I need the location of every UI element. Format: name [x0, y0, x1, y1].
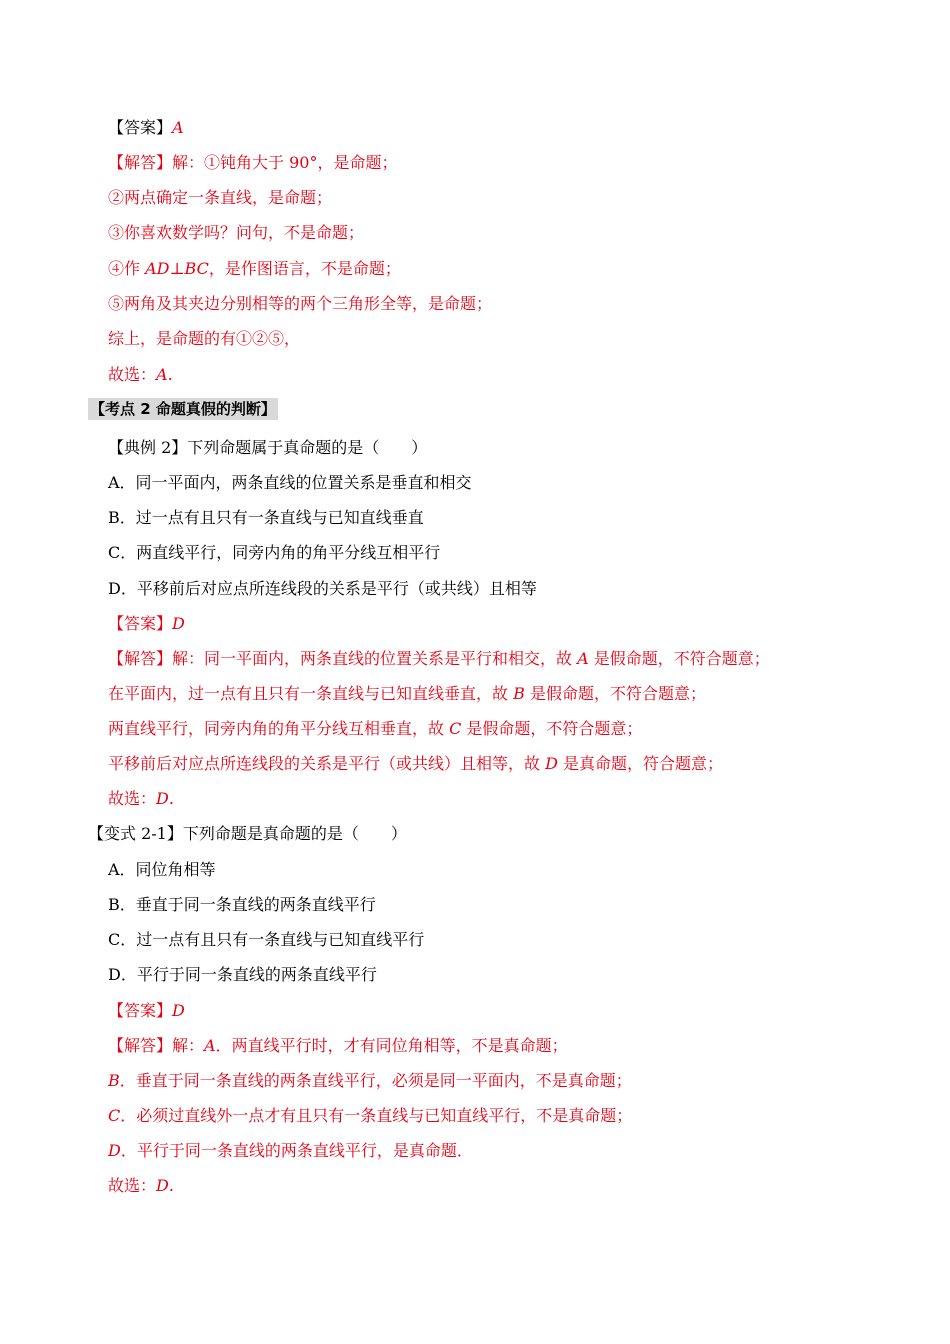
- variant21-choose: [108, 1175, 174, 1197]
- example2-line3-pre: 两直线平行，同旁内角的角平分线互相垂直，故: [108, 719, 450, 738]
- example2-answer: [108, 613, 185, 635]
- solution-item-5: ⑤两角及其夹边分别相等的两个三角形全等，是命题；: [108, 294, 493, 313]
- variant21-answer-label: 【答案】: [108, 1001, 173, 1020]
- example2-line2-post: 是假命题，不符合题意；: [524, 684, 706, 703]
- solution-item-1: ①钝角大于 90°，是命题；: [204, 153, 398, 172]
- variant21-question: 【变式 2-1】下列命题是真命题的是（ ）: [88, 824, 407, 843]
- variant21-line4-post: ．平行于同一条直线的两条直线平行，是真命题．: [120, 1141, 473, 1160]
- example2-line4-post: 是真命题，符合题意；: [557, 754, 724, 773]
- solution-summary: 综上，是命题的有①②⑤，: [108, 329, 301, 348]
- example2-question: 【典例 2】下列命题属于真命题的是（ ）: [108, 438, 428, 457]
- example2-choose-value: D: [156, 789, 169, 808]
- solution-item-3: ③你喜欢数学吗？问句，不是命题；: [108, 223, 365, 242]
- answer-value: A: [172, 118, 184, 137]
- example2-option-a: A．同一平面内，两条直线的位置关系是垂直和相交: [108, 473, 472, 492]
- variant21-line1-post: ．两直线平行时，才有同位角相等，不是真命题；: [215, 1036, 568, 1055]
- example2-solution-line-1: [108, 648, 770, 670]
- example2-solution-line-4: [108, 753, 723, 775]
- choose-line-1: [108, 364, 173, 386]
- example2-solution-line-2: [108, 683, 706, 705]
- variant21-choose-value: D: [156, 1176, 169, 1195]
- variant21-option-c: C．过一点有且只有一条直线与已知直线平行: [108, 930, 425, 949]
- example2-choose: [108, 788, 174, 810]
- variant21-solution-line-3: [108, 1105, 632, 1127]
- variant21-solution-line-2: [108, 1070, 632, 1092]
- example2-line2-var: B: [513, 684, 525, 703]
- example2-answer-value: D: [172, 614, 185, 633]
- variant21-choose-post: .: [168, 1176, 174, 1195]
- variant21-line3-var: C: [108, 1106, 121, 1125]
- variant21-option-b: B．垂直于同一条直线的两条直线平行: [108, 895, 376, 914]
- solution-item-2: ②两点确定一条直线，是命题；: [108, 188, 333, 207]
- variant21-option-d: D．平行于同一条直线的两条直线平行: [108, 965, 377, 984]
- variant21-line1-var: A: [204, 1036, 216, 1055]
- example2-answer-label: 【答案】: [108, 614, 173, 633]
- example2-line3-var: C: [449, 719, 462, 738]
- variant21-answer: [108, 1000, 185, 1022]
- choose-value: A: [156, 365, 168, 384]
- solution-item-4: [108, 258, 401, 280]
- example2-line1-post: 是假命题，不符合题意；: [588, 649, 770, 668]
- solution-line-1: [108, 152, 397, 174]
- example2-option-c: C．两直线平行，同旁内角的角平分线互相平行: [108, 543, 441, 562]
- variant21-answer-value: D: [172, 1001, 185, 1020]
- item4-post: ，是作图语言，不是命题；: [208, 259, 401, 278]
- choose-pre: 故选：: [108, 365, 157, 384]
- variant21-option-a: A．同位角相等: [108, 860, 216, 879]
- example2-line1-pre: 解：同一平面内，两条直线的位置关系是平行和相交，故: [172, 649, 578, 668]
- example2-option-b: B．过一点有且只有一条直线与已知直线垂直: [108, 508, 424, 527]
- variant21-solution-line-4: [108, 1140, 473, 1162]
- variant21-line2-post: ．垂直于同一条直线的两条直线平行，必须是同一平面内，不是真命题；: [119, 1071, 632, 1090]
- example2-line4-pre: 平移前后对应点所连线段的关系是平行（或共线）且相等，故: [108, 754, 546, 773]
- item4-pre: ④作: [108, 259, 146, 278]
- example2-line3-post: 是假命题，不符合题意；: [461, 719, 643, 738]
- example2-line2-pre: 在平面内，过一点有且只有一条直线与已知直线垂直，故: [108, 684, 514, 703]
- item4-math: AD⊥BC: [145, 259, 209, 278]
- variant21-line2-var: B: [108, 1071, 120, 1090]
- variant21-solution-line-1: [108, 1035, 568, 1057]
- section-heading: 【考点 2 命题真假的判断】: [90, 400, 276, 418]
- variant21-line1-pre: 解：: [172, 1036, 205, 1055]
- variant21-choose-pre: 故选：: [108, 1176, 157, 1195]
- example2-solution-label: 【解答】: [108, 649, 173, 668]
- variant21-line4-var: D: [108, 1141, 121, 1160]
- solution-label: 【解答】: [108, 153, 173, 172]
- example2-line1-var: A: [577, 649, 589, 668]
- example2-choose-pre: 故选：: [108, 789, 157, 808]
- example2-choose-post: .: [168, 789, 174, 808]
- choose-post: .: [167, 365, 173, 384]
- variant21-line3-post: ．必须过直线外一点才有且只有一条直线与已知直线平行，不是真命题；: [120, 1106, 633, 1125]
- variant21-solution-label: 【解答】: [108, 1036, 173, 1055]
- example2-option-d: D．平移前后对应点所连线段的关系是平行（或共线）且相等: [108, 579, 537, 598]
- example2-solution-line-3: [108, 718, 642, 740]
- answer-label: 【答案】: [108, 118, 173, 137]
- example2-line4-var: D: [545, 754, 558, 773]
- answer-line-1: [108, 117, 184, 139]
- solution-intro: 解：: [172, 153, 205, 172]
